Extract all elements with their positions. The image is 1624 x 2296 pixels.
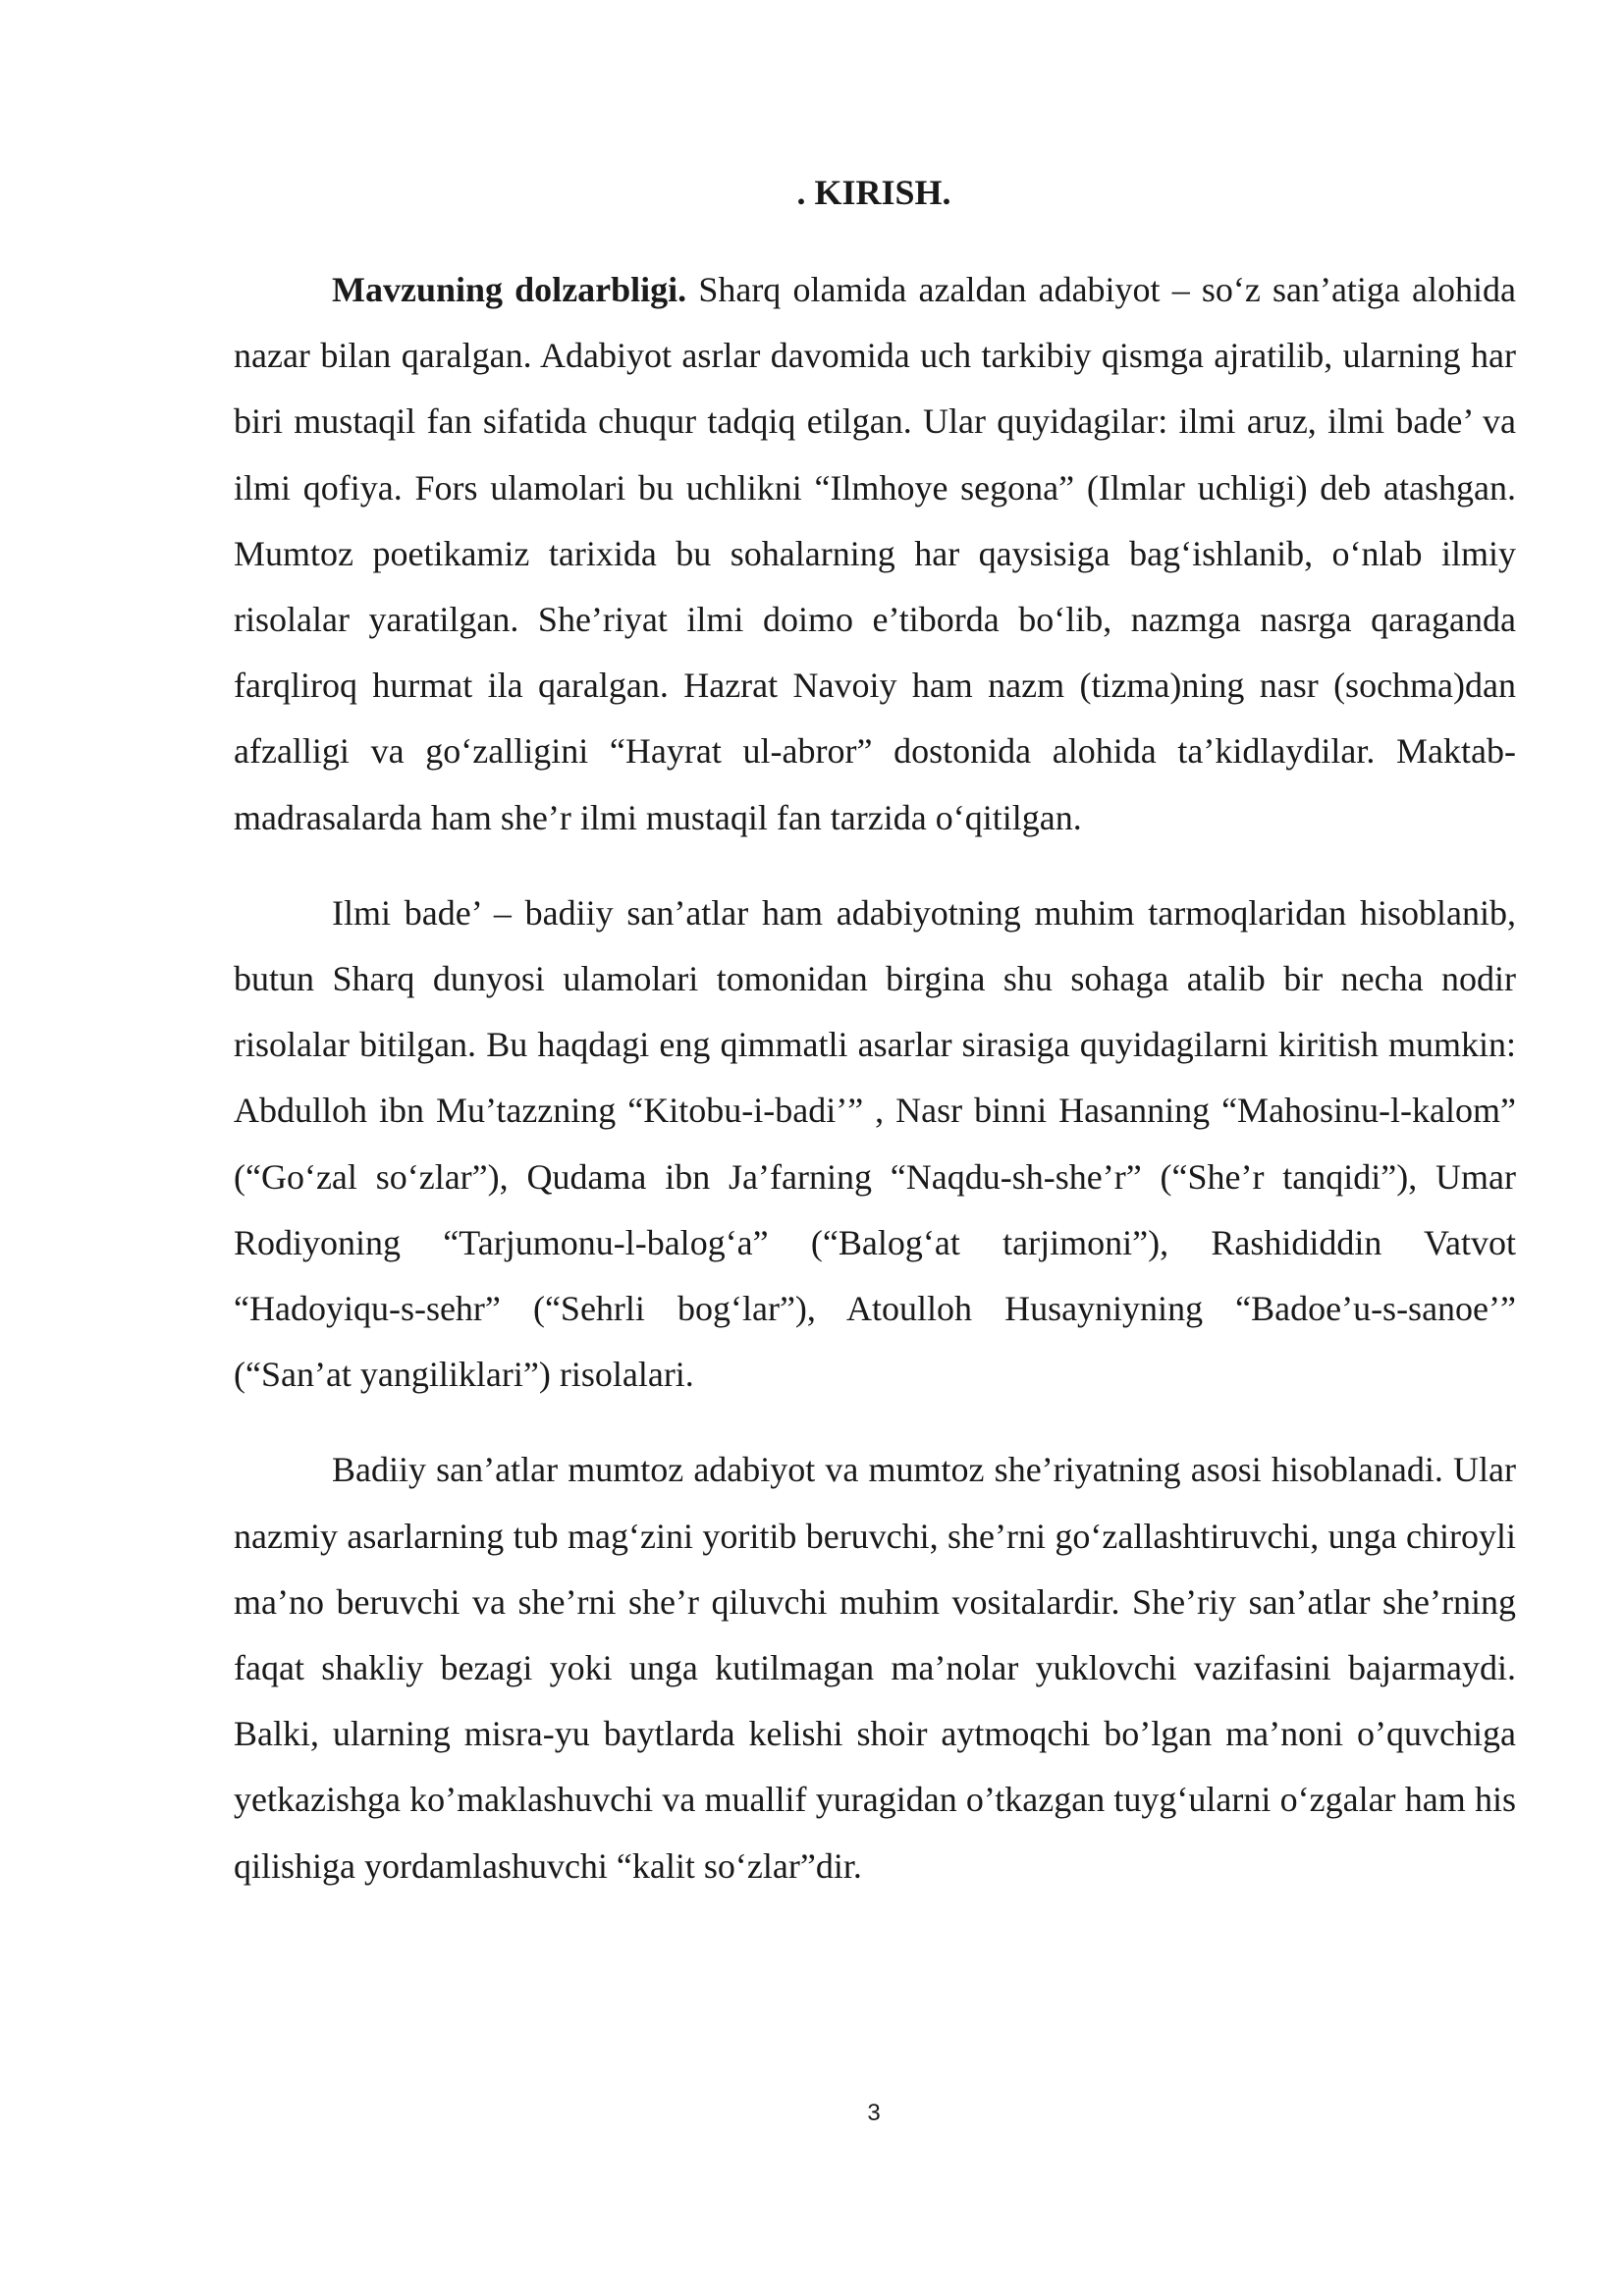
paragraph-ilmi-bade xyxy=(234,881,1516,1409)
body-text xyxy=(234,257,1516,1929)
paragraph-text: Sharq olamida azaldan adabiyot – so‘z san’atiga alohida nazar bilan qaralgan. Adabiyot asrlar davomida uch tarkibiy qismga ajratilib, ularning har biri mustaqil fan sifatida chuqur tadqiq etilgan. Ular quyidagilar: ilmi aruz, ilmi bade’ va ilmi qofiya. Fors ulamolari bu uchlikni “Ilmhoye segona” (Ilmlar uchligi) deb atashgan. Mumtoz poetikamiz tarixida bu sohalarning har qaysisiga bag‘ishlanib, o‘nlab ilmiy risolalar yaratilgan. She’riyat ilmi doimo e’tiborda bo‘lib, nazmga nasrga qaraganda farqliroq hurmat ila qaralgan. Hazrat Navoiy ham nazm (tizma)ning nasr (sochma)dan afzalligi va go‘zalligini “Hayrat ul-abror” dostonida alohida ta’kidlaydilar. Maktab-madrasalarda ham she’r ilmi mustaqil fan tarzida o‘qitilgan. xyxy=(234,270,1516,837)
paragraph-lead: Mavzuning dolzarbligi. xyxy=(332,270,687,309)
paragraph-relevance xyxy=(234,257,1516,851)
section-heading: . KIRISH. xyxy=(796,173,951,212)
paragraph-text: Badiiy san’atlar mumtoz adabiyot va mumtoz she’riyatning asosi hisoblanadi. Ular nazmiy asarlarning tub mag‘zini yoritib beruvchi, she’rni go‘zallashtiruvchi, unga chiroyli ma’no beruvchi va she’rni she’r qiluvchi muhim vositalardir. She’riy san’atlar she’rning faqat shakliy bezagi yoki unga kutilmagan ma’nolar yuklovchi vazifasini bajarmaydi. Balki, ularning misra-yu baytlarda kelishi shoir aytmoqchi bo’lgan ma’noni o’quvchiga yetkazishga ko’maklashuvchi va muallif yuragidan o’tkazgan tuyg‘ularni o‘zgalar ham his qilishiga yordamlashuvchi “kalit so‘zlar”dir. xyxy=(234,1450,1516,1886)
paragraph-text: Ilmi bade’ – badiiy san’atlar ham adabiyotning muhim tarmoqlaridan hisoblanib, butun Sharq dunyosi ulamolari tomonidan birgina shu sohaga atalib bir necha nodir risolalar bitilgan. Bu haqdagi eng qimmatli asarlar sirasiga quyidagilarni kiritish mumkin: Abdulloh ibn Mu’tazzning “Kitobu-i-badi’” , Nasr binni Hasanning “Mahosinu-l-kalom” (“Go‘zal so‘zlar”), Qudama ibn Ja’farning “Naqdu-sh-she’r” (“She’r tanqidi”), Umar Rodiyoning “Tarjumonu-l-balog‘a” (“Balog‘at tarjimoni”), Rashididdin Vatvot “Hadoyiqu-s-sehr” (“Sehrli bog‘lar”), Atoulloh Husayniyning “Badoe’u-s-sanoe’” (“San’at yangiliklari”) risolalari. xyxy=(234,892,1516,1395)
paragraph-badiiy-sanatlar xyxy=(234,1437,1516,1898)
page-number: 3 xyxy=(867,2100,881,2126)
